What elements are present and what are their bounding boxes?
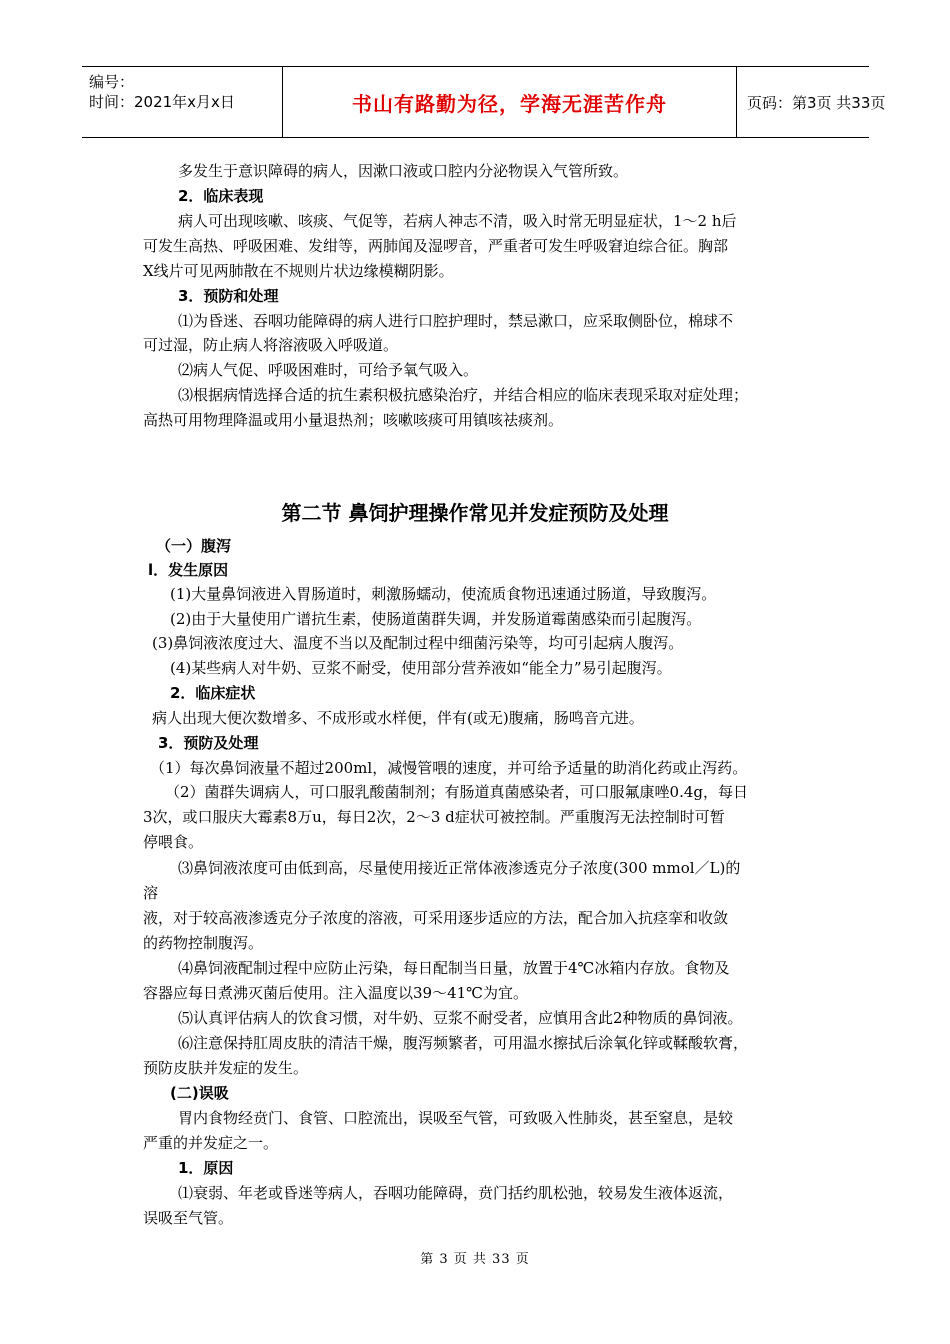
body-line: (1)大量鼻饲液进入胃肠道时，刺激肠蠕动，使流质食物迅速通过肠道，导致腹泻。 — [170, 585, 717, 603]
body-line: 可发生高热、呼吸困难、发绀等，两肺闻及湿啰音，严重者可发生呼吸窘迫综合征。胸部 — [143, 237, 729, 255]
body-line: ⑹注意保持肛周皮肤的清洁干燥，腹泻频繁者，可用温水擦拭后涂氧化锌或鞣酸软膏， — [178, 1034, 749, 1052]
body-line: 误吸至气管。 — [143, 1209, 234, 1227]
header-motto: 书山有路勤为径，学海无涯苦作舟 — [282, 67, 737, 137]
body-line: 多发生于意识障碍的病人，因漱口液或口腔内分泌物误入气管所致。 — [178, 162, 629, 180]
body-line: ⑸认真评估病人的饮食习惯，对牛奶、豆浆不耐受者，应慎用含此2种物质的鼻饲液。 — [178, 1009, 743, 1027]
subheading: 3．预防及处理 — [158, 734, 259, 752]
subheading: 1．原因 — [178, 1159, 234, 1177]
body-line: ⑶根据病情选择合适的抗生素积极抗感染治疗，并结合相应的临床表现采取对症处理； — [178, 386, 749, 404]
header-date: 时间：2021年x月x日 — [89, 93, 235, 111]
subheading: 2．临床表现 — [178, 187, 264, 205]
body-line: (3)鼻饲液浓度过大、温度不当以及配制过程中细菌污染等，均可引起病人腹泻。 — [152, 634, 684, 652]
header-id-label: 编号： — [89, 73, 135, 91]
body-line: 病人出现大便次数增多、不成形或水样便，伴有(或无)腹痛，肠鸣音亢进。 — [152, 709, 644, 727]
subheading: （一）腹泻 — [156, 537, 232, 555]
body-line: (2)由于大量使用广谱抗生素，使肠道菌群失调，并发肠道霉菌感染而引起腹泻。 — [170, 610, 702, 628]
body-line: 可过湿，防止病人将溶液吸入呼吸道。 — [143, 336, 399, 354]
body-line: 的药物控制腹泻。 — [143, 934, 264, 952]
body-line: ⑴衰弱、年老或昏迷等病人，吞咽功能障碍，贲门括约肌松弛，较易发生液体返流， — [178, 1184, 734, 1202]
subheading: (二)误吸 — [170, 1084, 229, 1102]
body-line: ⑵病人气促、呼吸困难时，可给予氧气吸入。 — [178, 361, 479, 379]
body-line: ⑴为昏迷、吞咽功能障碍的病人进行口腔护理时，禁忌漱口，应采取侧卧位，棉球不 — [178, 312, 734, 330]
body-line: 高热可用物理降温或用小量退热剂；咳嗽咳痰可用镇咳祛痰剂。 — [143, 411, 564, 429]
body-line: 胃内食物经贲门、食管、口腔流出，误吸至气管，可致吸入性肺炎，甚至窒息，是较 — [178, 1109, 734, 1127]
body-line: 严重的并发症之一。 — [143, 1134, 279, 1152]
body-line: 停喂食。 — [143, 833, 204, 851]
body-line: 病人可出现咳嗽、咳痰、气促等，若病人神志不清，吸入时常无明显症状，1～2 h后 — [178, 212, 737, 230]
body-line: 预防皮肤并发症的发生。 — [143, 1059, 309, 1077]
body-line: 容器应每日煮沸灭菌后使用。注入温度以39～41℃为宜。 — [143, 984, 528, 1002]
body-line: 3次，或口服庆大霉素8万u，每日2次，2～3 d症状可被控制。严重腹泻无法控制时可暂 — [143, 808, 725, 826]
header-page-info: 页码：第3页 共33页 — [747, 93, 886, 112]
subheading: 2．临床症状 — [170, 684, 256, 702]
body-line: (4)某些病人对牛奶、豆浆不耐受，使用部分营养液如“能全力”易引起腹泻。 — [170, 659, 672, 677]
body-line: X线片可见两肺散在不规则片状边缘模糊阴影。 — [143, 262, 454, 280]
section-title: 第二节 鼻饲护理操作常见并发症预防及处理 — [281, 501, 669, 525]
subheading: 3．预防和处理 — [178, 287, 279, 305]
body-line: 液，对于较高液渗透克分子浓度的溶液，可采用逐步适应的方法，配合加入抗痉挛和收敛 — [143, 909, 729, 927]
body-line: （2）菌群失调病人，可口服乳酸菌制剂；有肠道真菌感染者，可口服氟康唑0.4g，每日 — [165, 783, 749, 801]
body-line: 溶 — [143, 884, 159, 902]
header-meta — [82, 67, 282, 137]
page-footer: 第 3 页 共 33 页 — [420, 1252, 530, 1267]
body-line: （1）每次鼻饲液量不超过200ml，减慢管喂的速度，并可给予适量的助消化药或止泻药。 — [150, 759, 748, 777]
body-line: ⑷鼻饲液配制过程中应防止污染，每日配制当日量，放置于4℃冰箱内存放。食物及 — [178, 959, 730, 977]
body-line: ⑶鼻饲液浓度可由低到高，尽量使用接近正常体液渗透克分子浓度(300 mmol／L)的 — [178, 859, 741, 877]
subheading: l．发生原因 — [148, 561, 229, 579]
page-header — [82, 66, 886, 138]
